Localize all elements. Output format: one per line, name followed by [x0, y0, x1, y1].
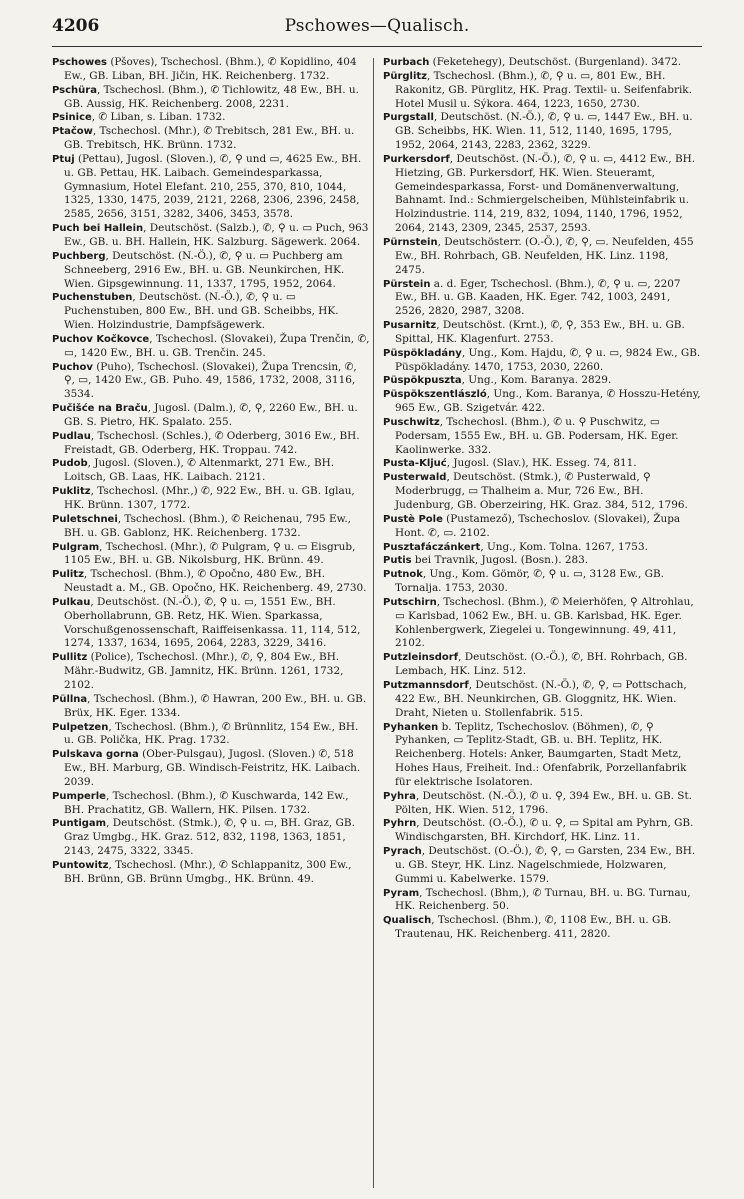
entry-placename: Püspökladány: [383, 347, 462, 359]
gazetteer-entry: [52, 485, 370, 513]
entry-text: , Deutschöst. (Krnt.), ✆, ⚲, 353 Ew., BH. u. GB. Spittal, HK. Klagenfurt. 2753.: [395, 319, 685, 345]
entry-placename: Puletschnei: [52, 513, 118, 525]
entry-placename: Putzmannsdorf: [383, 679, 469, 691]
entry-placename: Puschwitz: [383, 416, 440, 428]
gazetteer-entry: [52, 402, 370, 430]
entry-text: a. d. Eger, Tschechosl. (Bhm.), ✆, ⚲ u. ▭, 2207 Ew., BH. u. GB. Kaaden, HK. Eger. 742, 1003, 2491, 2526, 2820, 2987, 3208.: [395, 277, 681, 318]
entry-text: , Tschechosl. (Mhr.,) ✆, 922 Ew., BH. u. GB. Iglau, HK. Brünn. 1307, 1772.: [64, 485, 355, 511]
entry-text: , Tschechosl. (Mhr.), ✆ Pulgram, ⚲ u. ▭ Eisgrub, 1105 Ew., BH. u. GB. Nikolsburg, HK. Brünn. 49.: [64, 540, 356, 567]
gazetteer-entry: [52, 153, 370, 222]
gazetteer-entry: [52, 111, 370, 125]
gazetteer-entry: [52, 721, 370, 749]
gazetteer-entry: [52, 859, 370, 887]
gazetteer-entry: [383, 153, 701, 236]
entry-placename: Purkersdorf: [383, 153, 450, 165]
entry-placename: Pulgram: [52, 541, 100, 553]
gazetteer-entry: [383, 651, 701, 679]
gazetteer-entry: [383, 374, 701, 388]
gazetteer-entry: [52, 84, 370, 112]
entry-placename: Puklitz: [52, 486, 91, 498]
entry-placename: Pschüra: [52, 84, 97, 96]
entry-placename: Putis: [383, 555, 412, 567]
gazetteer-entry: [52, 596, 370, 651]
entry-placename: Pyram: [383, 887, 420, 899]
entry-text: , Tschechosl. (Bhm.), ✆ Hawran, 200 Ew., BH. u. GB. Brüx, HK. Eger. 1334.: [64, 692, 367, 719]
entry-text: , Tschechosl. (Bhm.), ✆ Meierhöfen, ⚲ Altrohlau, ▭ Karlsbad, 1062 Ew., BH. u. GB. Karlsbad, HK. Eger. Kohlenbergwerk, Ziegelei u. Tongewinnung. 49, 411, 2102.: [395, 595, 694, 650]
gazetteer-entry: [383, 914, 701, 942]
entry-placename: Püspökpuszta: [383, 375, 462, 387]
entry-text: , Deutschöst. (N.-Ö.), ✆, ⚲ u. ▭, 1447 Ew., BH. u. GB. Scheibbs, HK. Wien. 11, 512, 1140, 1695, 1795, 1952, 2064, 2143, 2283, 2362, 3229.: [395, 111, 693, 152]
entry-text: , Tschechosl. (Bhm.), ✆ u. ⚲ Puschwitz, ▭ Podersam, 1555 Ew., BH. u. GB. Podersam, HK. Eger. Kaolinwerke. 332.: [395, 415, 679, 456]
entry-placename: Pusarnitz: [383, 320, 437, 332]
gazetteer-entry: [383, 347, 701, 375]
gazetteer-entry: [52, 541, 370, 569]
entry-text: , Tschechosl. (Bhm,), ✆ Turnau, BH. u. BG. Turnau, HK. Reichenberg. 50.: [395, 886, 691, 913]
entry-text: (Pustamező), Tschechoslov. (Slovakei), Župa Hont. ✆, ▭. 2102.: [395, 512, 681, 539]
gazetteer-entry: [52, 361, 370, 403]
entry-placename: Puchov Kočkovce: [52, 333, 150, 345]
entry-placename: Pyhrn: [383, 818, 417, 830]
gazetteer-entry: [52, 457, 370, 485]
gazetteer-entry: [383, 541, 701, 555]
entry-placename: Pyrach: [383, 846, 422, 858]
entry-placename: Pumperle: [52, 790, 106, 802]
entry-text: , Deutschöst. (Stmk.), ✆ Pusterwald, ⚲ Moderbrugg, ▭ Thalheim a. Mur, 726 Ew., BH. Judenburg, GB. Oberzeiring, HK. Graz. 384, 512, 1796.: [395, 471, 688, 511]
entry-text: , Deutschöst. (Salzb.), ✆, ⚲ u. ▭ Puch, 963 Ew., GB. u. BH. Hallein, HK. Salzburg. Sägewerk. 2064.: [64, 222, 369, 248]
entry-text: , Ung., Kom. Gömör, ✆, ⚲ u. ▭, 3128 Ew., GB. Tornalja. 1753, 2030.: [395, 568, 664, 595]
page-number: 4206: [52, 16, 100, 36]
gazetteer-entry: [52, 748, 370, 790]
entry-placename: Pusterwald: [383, 472, 447, 484]
entry-placename: Putnok: [383, 569, 423, 581]
gazetteer-entry: [52, 430, 370, 458]
gazetteer-entry: [383, 471, 701, 513]
gazetteer-entry: [383, 319, 701, 347]
gazetteer-entry: [52, 291, 370, 333]
entry-text: (Police), Tschechosl. (Mhr.), ✆, ⚲, 804 Ew., BH. Mähr.-Budwitz, GB. Jamnitz, HK. Brünn. 1261, 1732, 2102.: [64, 651, 344, 691]
gazetteer-entry: [52, 693, 370, 721]
entry-placename: Qualisch: [383, 915, 432, 927]
entry-placename: Puchberg: [52, 250, 106, 262]
gazetteer-entry: [383, 817, 701, 845]
gazetteer-entry: [52, 222, 370, 250]
entry-text: , Deutschöst. (N.-Ö.), ✆, ⚲ u. ▭, 1551 Ew., BH. Oberhollabrunn, GB. Retz, HK. Wien. Sparkassa, Vorschußgenossenschaft, Raiffeisenkassa. 11, 114, 512, 1274, 1337, 1634, 1695, 2064, 2283, 3229, 3416.: [64, 595, 361, 650]
gazetteer-entry: [383, 70, 701, 112]
entry-text: , Ung., Kom. Baranya, ✆ Hosszu-Hetény, 965 Ew., GB. Szigetvár. 422.: [395, 388, 701, 415]
entry-text: , Tschechosl. (Schles.), ✆ Oderberg, 3016 Ew., BH. Freistadt, GB. Oderberg, HK. Troppau. 742.: [64, 429, 360, 456]
entry-text: (Ober-Pulsgau), Jugosl. (Sloven.) ✆, 518 Ew., BH. Marburg, GB. Windisch-Feistritz, HK. Laibach. 2039.: [64, 748, 361, 788]
entry-placename: Putschirn: [383, 596, 437, 608]
entry-text: (Puho), Tschechosl. (Slovakei), Župa Trencsin, ✆, ⚲, ▭, 1420 Ew., GB. Puho. 49, 1586, 1732, 2008, 3116, 3534.: [64, 360, 357, 401]
gazetteer-entry: [52, 790, 370, 818]
entry-placename: Pürglitz: [383, 70, 427, 82]
gazetteer-entry: [383, 596, 701, 651]
entry-placename: Pürnstein: [383, 236, 438, 248]
header-rule: [52, 46, 702, 47]
gazetteer-entry: [383, 416, 701, 458]
entry-text: , Deutschöst. (N.-Ö.), ✆, ⚲ u. ▭ Puchenstuben, 800 Ew., BH. und GB. Scheibbs, HK. Wien. Holzindustrie, Dampfsägewerk.: [64, 291, 339, 332]
entry-text: , Deutschösterr. (O.-Ö.), ✆, ⚲, ▭. Neufelden, 455 Ew., BH. Rohrbach, GB. Neufelden, HK. Linz. 1198, 2475.: [395, 235, 694, 276]
entry-placename: Pučišće na Braču: [52, 403, 148, 415]
gazetteer-entry: [52, 333, 370, 361]
entry-text: , Tschechosl. (Bhm.), ✆, ⚲ u. ▭, 801 Ew., BH. Rakonitz, GB. Pürglitz, HK. Prag. Textil- u. Seifenfabrik. Hotel Musil u. Sýkora. 464, 1223, 1650, 2730.: [395, 69, 692, 110]
running-title: Pschowes—Qualisch.: [284, 16, 470, 36]
page-header: [52, 16, 702, 42]
entry-text: , Tschechosl. (Bhm.), ✆ Reichenau, 795 Ew., BH. u. GB. Gablonz, HK. Reichenberg. 1732.: [64, 512, 351, 539]
entry-placename: Pusztafáczánkert: [383, 541, 481, 553]
entry-placename: Ptačow: [52, 126, 93, 138]
entry-placename: Pürstein: [383, 278, 431, 290]
entry-placename: Pulpetzen: [52, 721, 109, 733]
gazetteer-entry: [52, 817, 370, 859]
entry-text: , Jugosl. (Sloven.), ✆ Altenmarkt, 271 Ew., BH. Loitsch, GB. Laas, HK. Laibach. 2121.: [64, 457, 335, 484]
entry-text: , Ung., Kom. Baranya. 2829.: [461, 374, 612, 387]
entry-text: , Jugosl. (Dalm.), ✆, ⚲, 2260 Ew., BH. u. GB. S. Pietro, HK. Spalato. 255.: [64, 402, 358, 428]
entry-placename: Pustè Pole: [383, 513, 443, 525]
entry-text: bei Travnik, Jugosl. (Bosn.). 283.: [411, 554, 589, 567]
entry-placename: Puchenstuben: [52, 292, 133, 304]
entry-text: (Pettau), Jugosl. (Sloven.), ✆, ⚲ und ▭, 4625 Ew., BH. u. GB. Pettau, HK. Laibach. Gemeindesparkassa, Gymnasium, Hotel Elefant. 210, 255, 370, 810, 1044, 1325, 1330, 1475, 2039, 2121, 2268, 2306, 2396, 2458, 2585, 2656, 3151, 3282, 3406, 3453, 3578.: [64, 152, 362, 221]
entry-text: (Feketehegy), Deutschöst. (Burgenland). 3472.: [429, 56, 682, 68]
entry-text: , Deutschöst. (O.-Ö.), ✆ u. ⚲, ▭ Spital am Pyhrn, GB. Windischgarsten, BH. Kirchdorf, HK. Linz. 11.: [395, 817, 694, 844]
entry-text: , Deutschöst. (N.-Ö.), ✆, ⚲, ▭ Pottschach, 422 Ew., BH. Neunkirchen, GB. Gloggnitz, HK. Wien. Draht, Nieten u. Stollenfabrik. 515.: [395, 678, 687, 719]
gazetteer-entry: [383, 236, 701, 278]
column-divider: [373, 58, 374, 1188]
gazetteer-entry: [383, 513, 701, 541]
entry-text: , Deutschöst. (N.-Ö.), ✆ u. ⚲, 394 Ew., BH. u. GB. St. Pölten, HK. Wien. 512, 1796.: [395, 789, 692, 816]
gazetteer-entry: [52, 651, 370, 693]
gazetteer-entry: [383, 790, 701, 818]
gazetteer-entry: [383, 845, 701, 887]
entry-text: , Tschechosl. (Mhr.), ✆ Schlappanitz, 300 Ew., BH. Brünn, GB. Brünn Umgbg., HK. Brünn. 49.: [64, 858, 352, 885]
gazetteer-entry: [383, 278, 701, 320]
gazetteer-entry: [383, 568, 701, 596]
entry-placename: Pulkau: [52, 596, 91, 608]
entry-text: , Tschechosl. (Bhm.), ✆ Tichlowitz, 48 Ew., BH. u. GB. Aussig, HK. Reichenberg. 2008, 2231.: [64, 83, 359, 110]
gazetteer-entry: [383, 887, 701, 915]
entry-placename: Puntigam: [52, 818, 107, 830]
entry-text: , Ung., Kom. Hajdu, ✆, ⚲ u. ▭, 9824 Ew., GB. Püspökladány. 1470, 1753, 2030, 2260.: [395, 346, 701, 373]
gazetteer-entry: [383, 554, 701, 568]
entry-placename: Pschowes: [52, 57, 107, 68]
entry-text: , Deutschöst. (N.-Ö.), ✆, ⚲ u. ▭ Puchberg am Schneeberg, 2916 Ew., BH. u. GB. Neunkirchen, HK. Wien. Gipsgewinnung. 11, 1337, 1795, 1952, 2064.: [64, 249, 345, 290]
entry-placename: Pyhra: [383, 790, 416, 802]
entry-text: , Tschechosl. (Bhm.), ✆ Opočno, 480 Ew., BH. Neustadt a. M., GB. Opočno, HK. Reichenberg. 49, 2730.: [64, 568, 367, 595]
entry-text: , Tschechosl. (Bhm.), ✆ Brünnlitz, 154 Ew., BH. u. GB. Polička, HK. Prag. 1732.: [64, 720, 359, 747]
entry-placename: Psinice: [52, 112, 92, 124]
entry-text: b. Teplitz, Tschechoslov. (Böhmen), ✆, ⚲ Pyhanken, ▭ Teplitz-Stadt, GB. u. BH. Teplitz, HK. Reichenberg. Hotels: Anker, Baumgarten, Stadt Metz, Hohes Haus, Freiheit. Ind.: Ofenfabrik, Porzellanfabrik für elektrische Isolatoren.: [395, 720, 687, 788]
entry-placename: Purgstall: [383, 112, 434, 124]
entry-placename: Pudlau: [52, 430, 91, 442]
entry-text: , Ung., Kom. Tolna. 1267, 1753.: [480, 540, 648, 553]
entry-placename: Pullitz: [52, 652, 88, 664]
entry-text: , ✆ Liban, s. Liban. 1732.: [91, 111, 226, 124]
entry-text: , Deutschöst. (O.-Ö.), ✆, ⚲, ▭ Garsten, 234 Ew., BH. u. GB. Steyr, HK. Linz. Nagelschmiede, Holzwaren, Gummi u. Kabelwerke. 1579.: [395, 845, 696, 885]
gazetteer-entry: [52, 250, 370, 292]
entry-text: , Deutschöst. (O.-Ö.), ✆, BH. Rohrbach, GB. Lembach, HK. Linz. 512.: [395, 651, 688, 678]
entry-placename: Ptuj: [52, 153, 75, 165]
entry-placename: Pyhanken: [383, 721, 439, 733]
left-column: [52, 56, 370, 887]
entry-placename: Pulitz: [52, 569, 84, 581]
entry-placename: Püllna: [52, 693, 88, 705]
entry-text: , Tschechosl. (Mhr.), ✆ Trebitsch, 281 Ew., BH. u. GB. Trebitsch, HK. Brünn. 1732.: [64, 125, 355, 152]
entry-text: , Tschechosl. (Slovakei), Župa Trenčin, ✆, ▭, 1420 Ew., BH. u. GB. Trenčin. 245.: [64, 332, 370, 359]
entry-placename: Purbach: [383, 57, 430, 68]
gazetteer-entry: [383, 457, 701, 471]
entry-placename: Puntowitz: [52, 859, 109, 871]
entry-placename: Puch bei Hallein: [52, 223, 144, 235]
entry-text: , Jugosl. (Slav.), HK. Esseg. 74, 811.: [446, 457, 637, 470]
gazetteer-entry: [52, 56, 370, 84]
entry-placename: Pudob: [52, 458, 88, 470]
right-column: [383, 56, 701, 942]
entry-text: , Tschechosl. (Bhm.), ✆ Kuschwarda, 142 Ew., BH. Prachatitz, GB. Wallern, HK. Pilsen. 1732.: [64, 789, 349, 816]
entry-text: , Deutschöst. (Stmk.), ✆, ⚲ u. ▭, BH. Graz, GB. Graz Umgbg., HK. Graz. 512, 832, 1198, 1363, 1851, 2143, 2475, 3322, 3345.: [64, 817, 355, 858]
gazetteer-entry: [383, 111, 701, 153]
gazetteer-entry: [383, 721, 701, 790]
entry-placename: Pusta-Kljuć: [383, 458, 447, 470]
entry-placename: Putzleinsdorf: [383, 652, 459, 664]
entry-placename: Püspökszentlászló: [383, 389, 487, 401]
gazetteer-entry: [52, 125, 370, 153]
entry-text: , Deutschöst. (N.-Ö.), ✆, ⚲ u. ▭, 4412 Ew., BH. Hietzing, GB. Purkersdorf, HK. Wien. Steueramt, Gemeindesparkassa, Forst- und Domänenverwaltung, Bahnamt. Ind.: Schmiergelscheiben, Mühlsteinfabrik u. Holzindustrie. 114, 219, 832, 1094, 1140, 1796, 1952, 2064, 2143, 2309, 2345, 2537, 2593.: [395, 152, 696, 235]
gazetteer-entry: [383, 388, 701, 416]
entry-placename: Pulskava gorna: [52, 749, 139, 761]
gazetteer-entry: [383, 56, 701, 70]
entry-text: (Pšoves), Tschechosl. (Bhm.), ✆ Kopidlino, 404 Ew., GB. Liban, BH. Jičin, HK. Reichenberg. 1732.: [64, 56, 357, 82]
entry-text: , Tschechosl. (Bhm.), ✆, 1108 Ew., BH. u. GB. Trautenau, HK. Reichenberg. 411, 2820.: [395, 914, 672, 941]
gazetteer-entry: [52, 568, 370, 596]
entry-placename: Puchov: [52, 361, 93, 373]
gazetteer-entry: [52, 513, 370, 541]
gazetteer-entry: [383, 679, 701, 721]
